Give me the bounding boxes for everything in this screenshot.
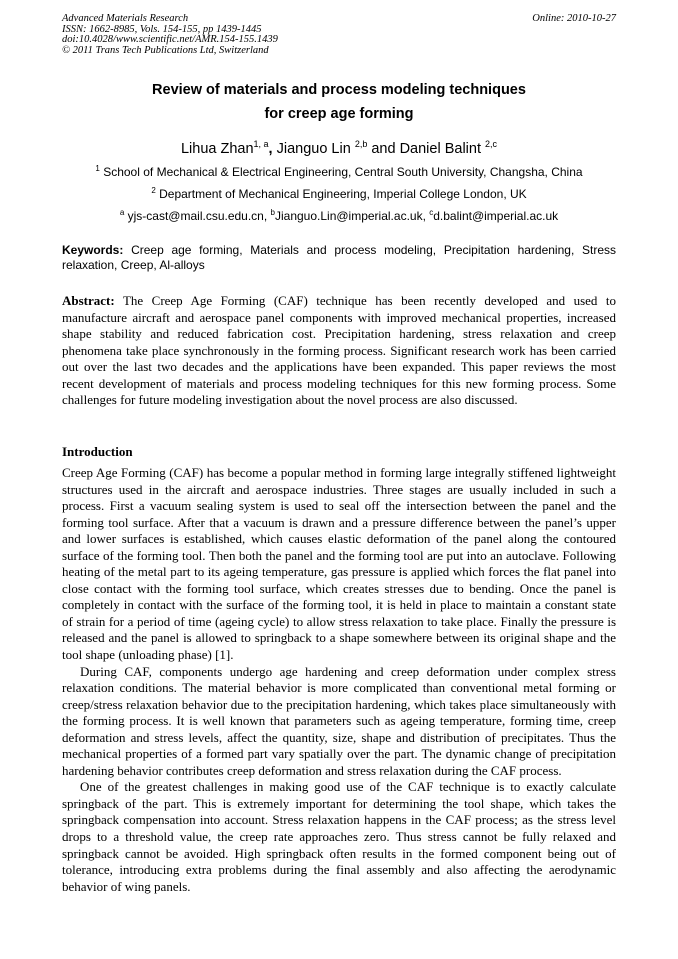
author-separator: and	[367, 141, 400, 157]
abstract-label: Abstract:	[62, 293, 115, 308]
author-name: Jianguo Lin	[276, 141, 355, 157]
keywords-text: Creep age forming, Materials and process modeling, Precipitation hardening, Stress relaxation, Creep, Al-alloys	[62, 243, 616, 272]
email-marker: a	[119, 208, 125, 217]
author-affiliation-marker: 2,c	[485, 139, 498, 149]
online-date: Online: 2010-10-27	[532, 13, 616, 24]
email-address: Jianguo.Lin@imperial.ac.uk,	[274, 209, 430, 223]
keywords-label: Keywords:	[62, 243, 124, 257]
author-emails	[0, 208, 678, 223]
abstract-block	[62, 293, 616, 409]
email-marker: b	[270, 208, 275, 217]
paper-title-line-1: Review of materials and process modeling techniques	[152, 82, 526, 98]
keywords-block	[62, 243, 616, 273]
paragraph: During CAF, components undergo age hardening and creep deformation under complex stress relaxation conditions. The material behavior is more complicated than conventional metal forming or creep/stress relaxation behavior due to the precipitation hardening, which takes place simultaneously with the forming process. It is well known that parameters such as ageing temperature, forming time, creep deformation and stress levels, affect the quantity, size, shape and distribution of precipitates. Thus the mechanical properties of a formed part vary spatially over the part. The dynamic change of precipitation hardening behavior contributes creep deformation and stress relaxation during the CAF process.	[62, 663, 616, 778]
email-address: d.balint@imperial.ac.uk	[433, 209, 559, 223]
doi-line: doi:10.4028/www.scientific.net/AMR.154-155.1439	[62, 34, 278, 45]
author-separator: ,	[268, 141, 277, 157]
affiliation-text: School of Mechanical & Electrical Engineering, Central South University, Changsha, China	[99, 165, 583, 179]
email-marker: c	[429, 208, 434, 217]
author-affiliation-marker: 2,b	[354, 139, 368, 149]
author-affiliation-marker: 1, a	[253, 139, 269, 149]
journal-header	[62, 14, 616, 56]
paper-title-line-2: for creep age forming	[264, 106, 414, 122]
paragraph: Creep Age Forming (CAF) has become a popular method in forming large integrally stiffened lightweight structures used in the aircraft and aerospace industries. Three stages are usually included in such a process. First a vacuum sealing system is used to seal off the intersection between the panel and the forming tool surface. After that a vacuum is drawn and a pressure difference between the panel’s upper and lower surfaces is established, which causes elastic deformation of the panel along the contoured surface of the forming tool. Then both the panel and the forming tool are put into an autoclave. Following heating of the metal part to its ageing temperature, gas pressure is applied which forces the flat panel into close contact with the forming tool surface, which creates stresses due to bending. Once the panel is completely in contact with the surface of the forming tool, it is held in place to maintain a constant state of strain for a period of time (ageing cycle) to allow stress relaxation to take place. Finally the pressure is released and the panel is allowed to springback to a shape somewhere between its original shape and the tool shape (unloading phase) [1].	[62, 465, 616, 663]
affiliation-1	[0, 164, 678, 179]
copyright-line: © 2011 Trans Tech Publications Ltd, Switzerland	[62, 44, 269, 56]
affiliation-marker: 2	[151, 186, 156, 195]
introduction-heading: Introduction	[62, 444, 133, 459]
paragraph: One of the greatest challenges in making good use of the CAF technique is to exactly calculate springback of the part. This is extremely important for determining the tool shape, which takes the springback compensation into account. Stress relaxation happens in the CAF process; as the stress level drops to a threshold value, the creep rate approaches zero. Thus stress cannot be fully relaxed and springback cannot be avoided. High springback often results in the formed component being out of tolerance, introducing extra problems during the final assembly and also affecting the aerodynamic behavior of wing panels.	[62, 779, 616, 894]
author-name: Daniel Balint	[399, 141, 486, 157]
affiliation-marker: 1	[95, 164, 100, 173]
affiliation-2	[0, 186, 678, 201]
email-address: yjs-cast@mail.csu.edu.cn,	[124, 209, 271, 223]
journal-name: Advanced Materials Research	[62, 13, 189, 24]
affiliation-text: Department of Mechanical Engineering, Imperial College London, UK	[155, 187, 527, 201]
issn-line: ISSN: 1662-8985, Vols. 154-155, pp 1439-1445	[62, 23, 262, 35]
introduction-body	[62, 465, 616, 895]
abstract-text: The Creep Age Forming (CAF) technique has been recently developed and used to manufacture aircraft and aerospace panel components with improved mechanical properties, increased shape stability and reduced fabrication cost. Precipitation hardening, stress relaxation and creep phenomena take place synchronously in the forming process. Significant research work has been carried out over the last two decades and the applications have been expanded. This paper reviews the most recent development of materials and process modeling techniques for this new forming process. Some challenges for future modeling investigation about the novel process are also discussed.	[62, 293, 616, 407]
author-name: Lihua Zhan	[180, 141, 254, 157]
author-list	[0, 139, 678, 157]
